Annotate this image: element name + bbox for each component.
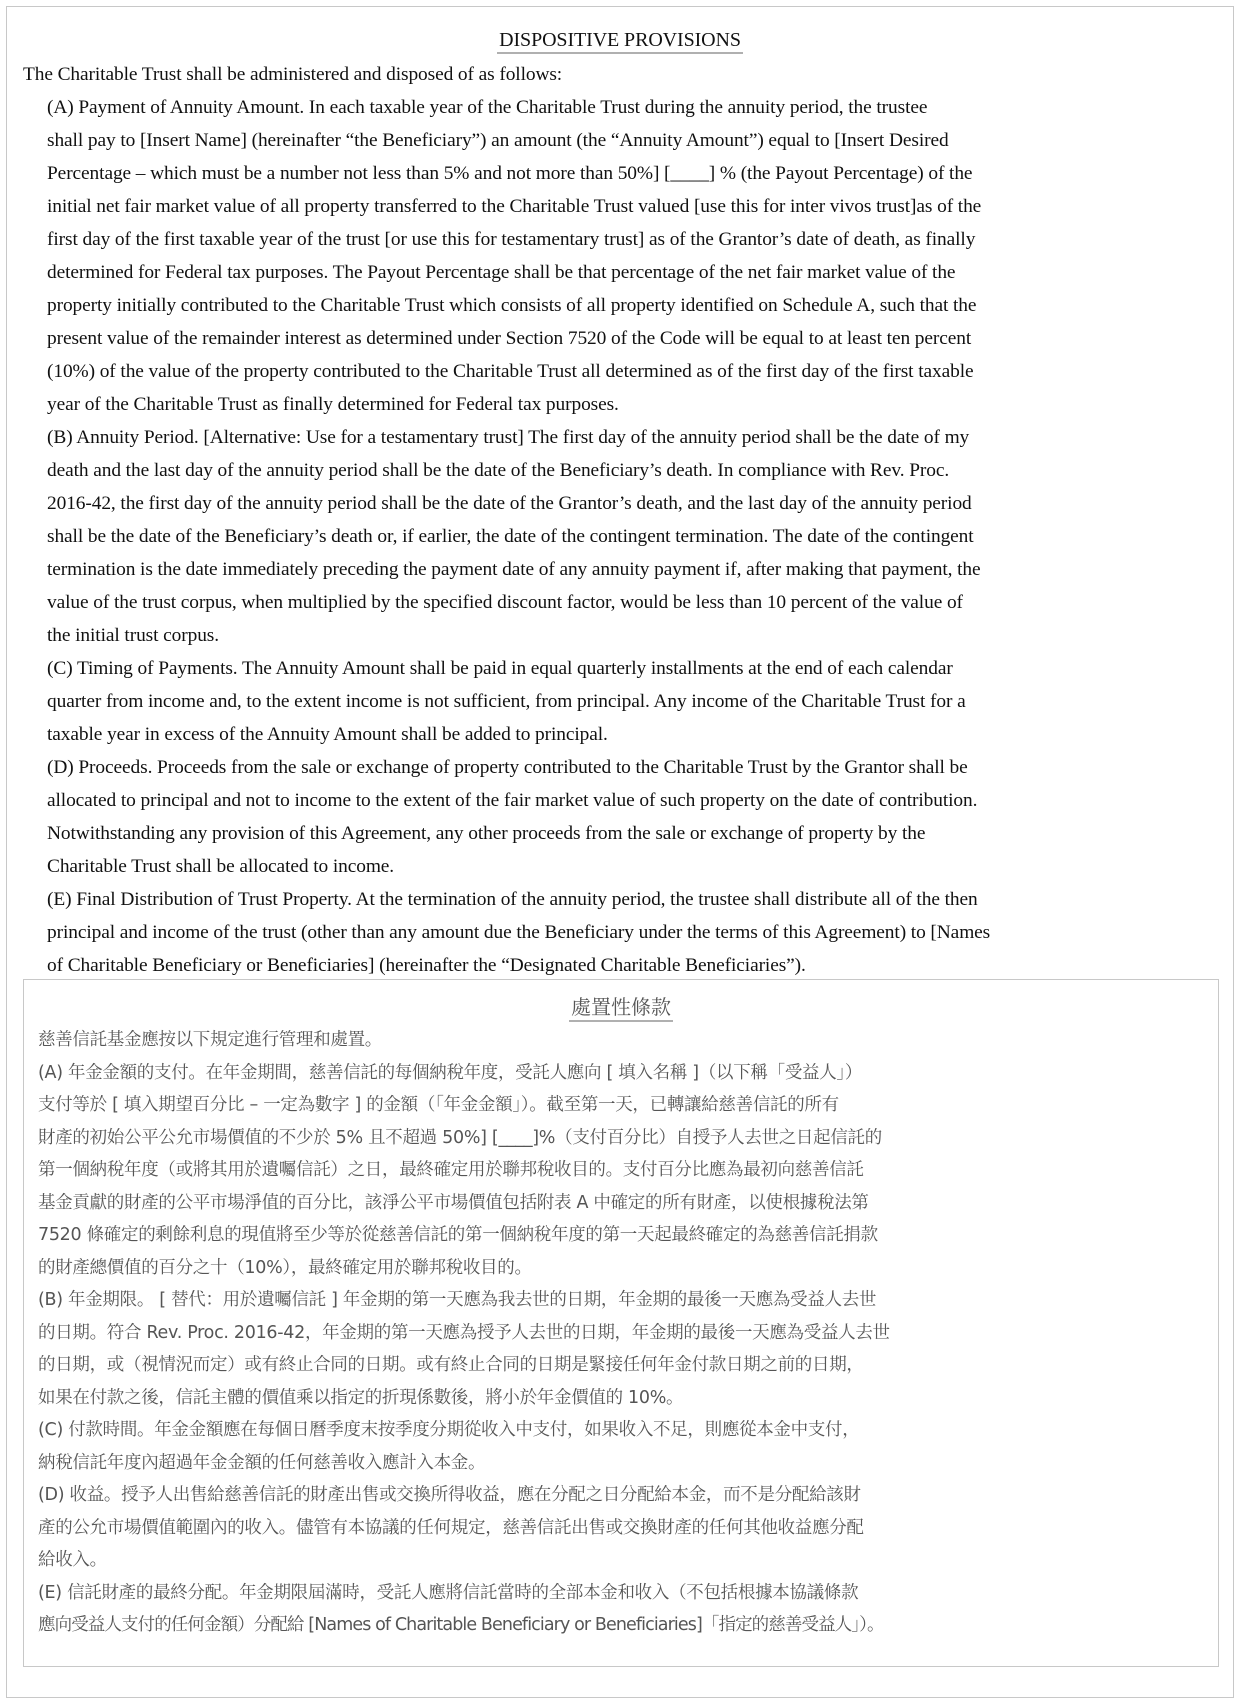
section-line: taxable year in excess of the Annuity Amount shall be added to principal.: [47, 724, 608, 745]
chinese-line: 納稅信託年度內超過年金金額的任何慈善收入應計入本金。: [38, 1452, 486, 1473]
section-line: principal and income of the trust (other than any amount due the Beneficiary under the terms of this Agreement) to [Names: [47, 922, 991, 943]
section-line: determined for Federal tax purposes. The Payout Percentage shall be that percentage of the net fair market value of the: [47, 262, 956, 283]
section-line: quarter from income and, to the extent income is not sufficient, from principal. Any income of the Charitable Trust for a: [47, 691, 966, 712]
chinese-line: (B) 年金期限。 [ 替代：用於遺囑信託 ] 年金期的第一天應為我去世的日期，年金期的最後一天應為受益人去世: [38, 1290, 877, 1310]
english-title: [7, 25, 1233, 55]
english-intro: The Charitable Trust shall be administered and disposed of as follows:: [23, 64, 563, 85]
chinese-intro: 慈善信託基金應按以下規定進行管理和處置。: [38, 1030, 382, 1050]
section-line: (10%) of the value of the property contributed to the Charitable Trust all determined as of the first day of the first taxable: [47, 361, 974, 382]
chinese-line: 產的公允市場價值範圍內的收入。儘管有本協議的任何規定，慈善信託出售或交換財產的任何其他收益應分配: [38, 1517, 864, 1538]
section-e: [47, 883, 1235, 982]
chinese-line: 財產的初始公平公允市場價值的不少於 5% 且不超過 50%] [____]%（支付百分比）自授予人去世之日起信託的: [38, 1127, 882, 1148]
chinese-line: 的日期。符合 Rev. Proc. 2016-42，年金期的第一天應為授予人去世的日期，年金期的最後一天應為受益人去世: [38, 1322, 890, 1343]
chinese-line: (E) 信託財產的最終分配。年金期限屆滿時，受託人應將信託當時的全部本金和收入（不包括根據本協議條款: [38, 1582, 859, 1603]
section-line: allocated to principal and not to income to the extent of the fair market value of such property on the date of contribution.: [47, 790, 978, 811]
section-line: shall pay to [Insert Name] (hereinafter “the Beneficiary”) an amount (the “Annuity Amount”) equal to [Insert Desired: [47, 130, 949, 151]
chinese-line: 第一個納稅年度（或將其用於遺囑信託）之日，最終確定用於聯邦稅收目的。支付百分比應為最初向慈善信託: [38, 1160, 864, 1180]
chinese-line: 支付等於 [ 填入期望百分比 – 一定為數字 ] 的金額（「年金金額」）。截至第一天，已轉讓給慈善信託的所有: [38, 1095, 839, 1115]
section-b: [47, 421, 1235, 652]
chinese-translation-box: [23, 979, 1219, 1667]
section-line: present value of the remainder interest as determined under Section 7520 of the Code will be equal to at least ten percent: [47, 328, 972, 349]
chinese-line: 的日期，或（視情況而定）或有終止合同的日期。或有終止合同的日期是緊接任何年金付款日期之前的日期，: [38, 1355, 864, 1375]
document-page: [6, 6, 1234, 1698]
english-title-text: DISPOSITIVE PROVISIONS: [497, 28, 743, 54]
section-line: the initial trust corpus.: [47, 625, 219, 646]
section-line: of Charitable Beneficiary or Beneficiaries] (hereinafter the “Designated Charitable Beneficiaries”).: [47, 955, 806, 976]
chinese-line: 如果在付款之後，信託主體的價值乘以指定的折現係數後，將小於年金價值的 10%。: [38, 1387, 684, 1408]
section-line: year of the Charitable Trust as finally determined for Federal tax purposes.: [47, 394, 619, 415]
chinese-line: (D) 收益。授予人出售給慈善信託的財產出售或交換所得收益，應在分配之日分配給本金，而不是分配給該財: [38, 1485, 861, 1505]
section-line: (A) Payment of Annuity Amount. In each taxable year of the Charitable Trust during the annuity period, the trustee: [47, 97, 928, 118]
section-line: death and the last day of the annuity period shall be the date of the Beneficiary’s death. In compliance with Rev. Proc.: [47, 460, 950, 481]
chinese-title-text: 處置性條款: [569, 994, 673, 1022]
section-line: 2016-42, the first day of the annuity period shall be the date of the Grantor’s death, and the last day of the annuity period: [47, 493, 972, 514]
chinese-title: [24, 992, 1218, 1022]
section-line: shall be the date of the Beneficiary’s death or, if earlier, the date of the contingent termination. The date of the contingent: [47, 526, 974, 547]
section-a: [47, 91, 1235, 421]
section-line: Percentage – which must be a number not less than 5% and not more than 50%] [____] % (the Payout Percentage) of the: [47, 163, 973, 184]
chinese-line: 的財產總價值的百分之十（10%），最終確定用於聯邦稅收目的。: [38, 1257, 532, 1278]
section-line: termination is the date immediately preceding the payment date of any annuity payment if, after making that payment, the: [47, 559, 981, 580]
chinese-line: 給收入。: [38, 1550, 107, 1570]
chinese-line: 基金貢獻的財產的公平市場淨值的百分比，該淨公平市場價值包括附表 A 中確定的所有財產，以使根據稅法第: [38, 1192, 869, 1213]
section-line: (C) Timing of Payments. The Annuity Amount shall be paid in equal quarterly installments at the end of each calendar: [47, 658, 953, 679]
chinese-line: (C) 付款時間。年金金額應在每個日曆季度末按季度分期從收入中支付，如果收入不足，則應從本金中支付，: [38, 1420, 860, 1440]
section-line: first day of the first taxable year of the trust [or use this for testamentary trust] as of the Grantor’s date of death, as finally: [47, 229, 976, 250]
section-c: [47, 652, 1235, 751]
section-d: [47, 751, 1235, 883]
section-line: (D) Proceeds. Proceeds from the sale or exchange of property contributed to the Charitable Trust by the Grantor shall be: [47, 757, 968, 778]
english-sections: [47, 91, 1235, 982]
section-line: Charitable Trust shall be allocated to income.: [47, 856, 395, 877]
chinese-line: 應向受益人支付的任何金額）分配給 [Names of Charitable Beneficiary or Beneficiaries]「指定的慈善受益人」）。: [38, 1615, 884, 1635]
chinese-line: (A) 年金金額的支付。在年金期間，慈善信託的每個納稅年度，受託人應向 [ 填入名稱 ]（以下稱「受益人」）: [38, 1062, 863, 1083]
section-line: Notwithstanding any provision of this Agreement, any other proceeds from the sale or exchange of property by the: [47, 823, 926, 844]
section-line: (E) Final Distribution of Trust Property. At the termination of the annuity period, the trustee shall distribute all of the then: [47, 889, 978, 910]
section-line: property initially contributed to the Charitable Trust which consists of all property identified on Schedule A, such that the: [47, 295, 977, 316]
section-line: (B) Annuity Period. [Alternative: Use for a testamentary trust] The first day of the annuity period shall be the date of my: [47, 427, 970, 448]
section-line: value of the trust corpus, when multiplied by the specified discount factor, would be less than 10 percent of the value of: [47, 592, 963, 613]
chinese-line: 7520 條確定的剩餘利息的現值將至少等於從慈善信託的第一個納稅年度的第一天起最終確定的為慈善信託捐款: [38, 1225, 878, 1245]
chinese-body: [38, 1024, 1210, 1642]
section-line: initial net fair market value of all property transferred to the Charitable Trust valued [use this for inter vivos trust]as of the: [47, 196, 982, 217]
